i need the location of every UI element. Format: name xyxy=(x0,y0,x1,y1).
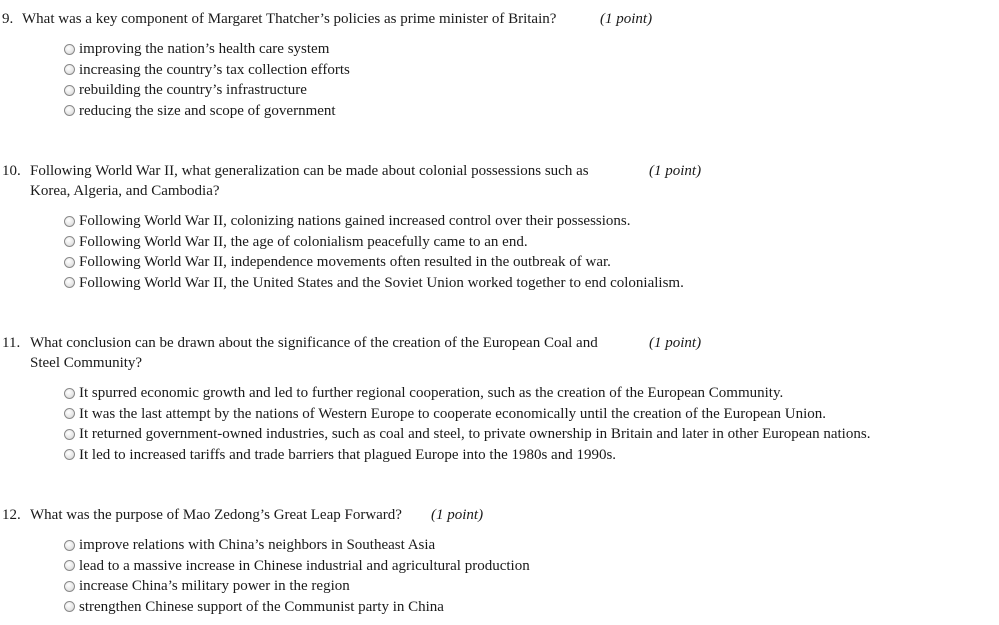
radio-button[interactable] xyxy=(64,236,75,247)
answer-option[interactable] xyxy=(64,60,350,81)
question-text-continued: Steel Community? xyxy=(30,355,143,371)
answer-options xyxy=(64,383,870,465)
answer-option[interactable] xyxy=(64,383,870,404)
answer-option[interactable] xyxy=(64,211,684,232)
answer-option[interactable] xyxy=(64,101,350,122)
question-points: (1 point) xyxy=(431,507,484,523)
question-text: What was a key component of Margaret Thatcher’s policies as prime minister of Britain? xyxy=(22,11,557,27)
answer-option[interactable] xyxy=(64,252,684,273)
radio-button[interactable] xyxy=(64,429,75,440)
question-number: 11. xyxy=(2,335,21,351)
answer-option-label: increasing the country’s tax collection efforts xyxy=(79,61,350,78)
radio-button[interactable] xyxy=(64,560,75,571)
answer-option[interactable] xyxy=(64,273,684,294)
answer-option-label: Following World War II, colonizing nations gained increased control over their possessions. xyxy=(79,213,631,230)
answer-option-label: It led to increased tariffs and trade barriers that plagued Europe into the 1980s and 1990s. xyxy=(79,446,617,463)
answer-options xyxy=(64,535,530,617)
answer-option-label: improve relations with China’s neighbors in Southeast Asia xyxy=(79,537,436,554)
answer-option[interactable] xyxy=(64,576,530,597)
answer-option[interactable] xyxy=(64,535,530,556)
answer-option[interactable] xyxy=(64,39,350,60)
radio-button[interactable] xyxy=(64,257,75,268)
radio-button[interactable] xyxy=(64,105,75,116)
question-points: (1 point) xyxy=(649,335,702,351)
question-points: (1 point) xyxy=(600,11,653,27)
question-number: 10. xyxy=(2,163,21,179)
radio-button[interactable] xyxy=(64,408,75,419)
radio-button[interactable] xyxy=(64,449,75,460)
question-text: What was the purpose of Mao Zedong’s Great Leap Forward? xyxy=(30,507,402,523)
answer-option-label: It was the last attempt by the nations of Western Europe to cooperate economically until the creation of the European Union. xyxy=(79,405,827,422)
answer-option[interactable] xyxy=(64,404,870,425)
radio-button[interactable] xyxy=(64,64,75,75)
radio-button[interactable] xyxy=(64,581,75,592)
answer-option-label: strengthen Chinese support of the Communist party in China xyxy=(79,598,444,615)
answer-option[interactable] xyxy=(64,232,684,253)
answer-option-label: Following World War II, the United States and the Soviet Union worked together to end colonialism. xyxy=(79,274,684,291)
answer-option[interactable] xyxy=(64,556,530,577)
answer-option[interactable] xyxy=(64,445,870,466)
answer-option-label: reducing the size and scope of government xyxy=(79,102,336,119)
radio-button[interactable] xyxy=(64,601,75,612)
radio-button[interactable] xyxy=(64,85,75,96)
answer-option-label: improving the nation’s health care system xyxy=(79,41,330,58)
answer-option-label: It returned government-owned industries, such as coal and steel, to private ownership in Britain and later in other European nations. xyxy=(79,426,871,443)
radio-button[interactable] xyxy=(64,540,75,551)
question-points: (1 point) xyxy=(649,163,702,179)
answer-option-label: It spurred economic growth and led to further regional cooperation, such as the creation of the European Community. xyxy=(79,385,784,402)
radio-button[interactable] xyxy=(64,388,75,399)
radio-button[interactable] xyxy=(64,277,75,288)
answer-option-label: Following World War II, the age of colonialism peacefully came to an end. xyxy=(79,233,528,250)
answer-options xyxy=(64,39,350,121)
answer-option[interactable] xyxy=(64,80,350,101)
answer-option[interactable] xyxy=(64,597,530,618)
answer-option-label: Following World War II, independence movements often resulted in the outbreak of war. xyxy=(79,254,611,271)
answer-option-label: increase China’s military power in the region xyxy=(79,578,350,595)
radio-button[interactable] xyxy=(64,44,75,55)
question-text-continued: Korea, Algeria, and Cambodia? xyxy=(30,183,220,199)
answer-option-label: rebuilding the country’s infrastructure xyxy=(79,82,307,99)
answer-option[interactable] xyxy=(64,424,870,445)
question-number: 12. xyxy=(2,507,21,523)
answer-option-label: lead to a massive increase in Chinese industrial and agricultural production xyxy=(79,557,530,574)
radio-button[interactable] xyxy=(64,216,75,227)
answer-options xyxy=(64,211,684,293)
question-text: Following World War II, what generalization can be made about colonial possessions such as xyxy=(30,163,589,179)
question-number: 9. xyxy=(2,11,14,27)
question-text: What conclusion can be drawn about the significance of the creation of the European Coal and xyxy=(30,335,598,351)
